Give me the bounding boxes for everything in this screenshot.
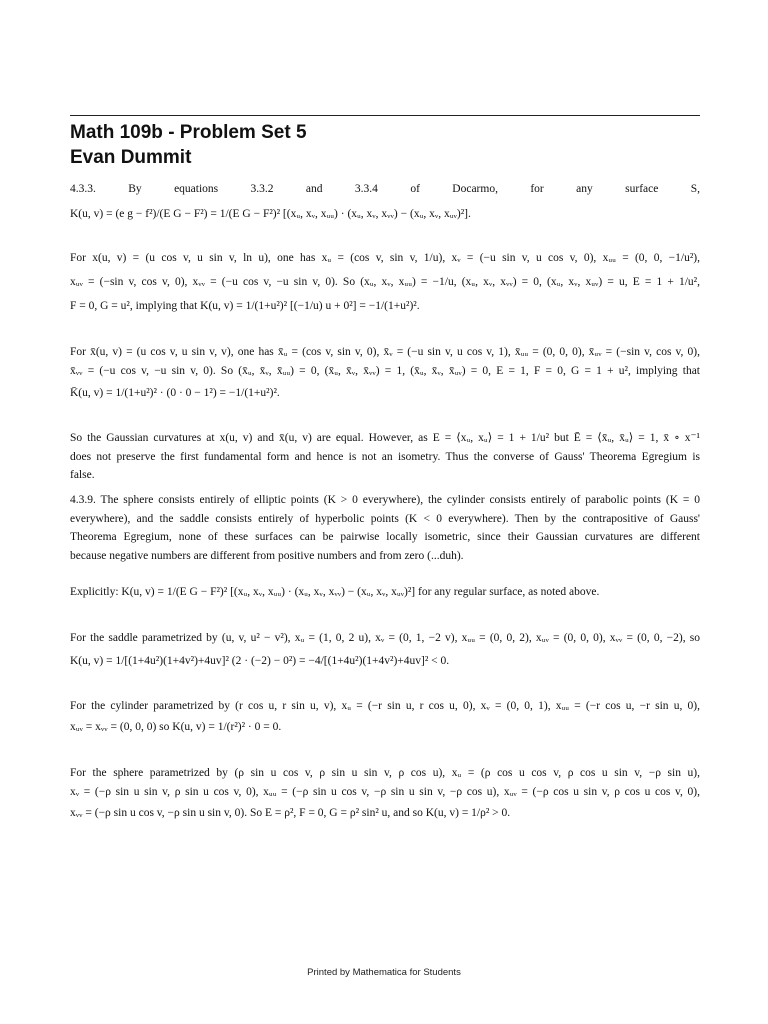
text-line: Explicitly: K(u, v) = 1/(E G − F²)² [(xᵤ, xᵥ, xᵤᵤ) · (xᵤ, xᵥ, xᵥᵥ) − (xᵤ, xᵥ, xᵤᵥ)²] for any regular surface, as noted above. bbox=[70, 586, 600, 598]
header-rule bbox=[70, 115, 700, 116]
text-line: 4.3.3. By equations 3.3.2 and 3.3.4 of Docarmo, for any surface S, bbox=[70, 183, 700, 195]
text-line: because negative numbers are different from positive numbers and from zero (...duh). bbox=[70, 550, 464, 562]
author-name: Evan Dummit bbox=[70, 147, 192, 168]
text-line: xᵥᵥ = (−ρ sin u cos v, −ρ sin u sin v, 0). So E = ρ², F = 0, G = ρ² sin² u, and so K(u, v) = 1/ρ² > 0. bbox=[70, 807, 511, 819]
text-line: xᵤᵥ = (−sin v, cos v, 0), xᵥᵥ = (−u cos v, −u sin v, 0). So (xᵤ, xᵥ, xᵤᵤ) = −1/u, (xᵤ, xᵥ, xᵥᵥ) = 0, (xᵤ, xᵥ, xᵤᵥ) = u, E = 1 + 1/u², bbox=[70, 276, 700, 288]
text-line: xᵤᵥ = xᵥᵥ = (0, 0, 0) so K(u, v) = 1/(r²)² · 0 = 0. bbox=[70, 721, 282, 733]
text-line: F = 0, G = u², implying that K(u, v) = 1/(1+u²)² [(−1/u) u + 0²] = −1/(1+u²)². bbox=[70, 300, 420, 312]
text-line: For the saddle parametrized by (u, v, u² − v²), xᵤ = (1, 0, 2 u), xᵥ = (0, 1, −2 v), xᵤᵤ = (0, 0, 2), xᵤᵥ = (0, 0, 0), xᵥᵥ = (0, 0, −2), so bbox=[70, 632, 700, 644]
text-line: 4.3.9. The sphere consists entirely of elliptic points (K > 0 everywhere), the cylinder consists entirely of parabolic points (K = 0 bbox=[70, 494, 700, 506]
text-line: false. bbox=[70, 469, 95, 481]
text-line: For the sphere parametrized by (ρ sin u cos v, ρ sin u sin v, ρ cos u), xᵤ = (ρ cos u cos v, ρ cos u sin v, −ρ sin u), bbox=[70, 767, 700, 779]
text-line: For x̄(u, v) = (u cos v, u sin v, v), one has x̄ᵤ = (cos v, sin v, 0), x̄ᵥ = (−u sin v, u cos v, 1), x̄ᵤᵤ = (0, 0, 0), x̄ᵤᵥ = (−sin v, cos v, 0), bbox=[70, 346, 700, 358]
text-line: Theorema Egregium, none of these surfaces can be pairwise locally isometric, since their Gaussian curvatures are different bbox=[70, 531, 700, 543]
text-line: K(u, v) = (e g − f²)/(E G − F²) = 1/(E G − F²)² [(xᵤ, xᵥ, xᵤᵤ) · (xᵤ, xᵥ, xᵥᵥ) − (xᵤ, xᵥ, xᵤᵥ)²]. bbox=[70, 208, 471, 220]
text-line: For the cylinder parametrized by (r cos u, r sin u, v), xᵤ = (−r sin u, r cos u, 0), xᵥ = (0, 0, 1), xᵤᵤ = (−r cos u, −r sin u, 0), bbox=[70, 700, 700, 712]
text-line: everywhere), and the saddle consists entirely of hyperbolic points (K < 0 everywhere). Then by the contrapositive of Gauss' bbox=[70, 513, 700, 525]
text-line: xᵥ = (−ρ sin u sin v, ρ sin u cos v, 0), xᵤᵤ = (−ρ sin u cos v, −ρ sin u sin v, −ρ cos u), xᵤᵥ = (−ρ cos u sin v, ρ cos u cos v, 0), bbox=[70, 786, 700, 798]
text-line: So the Gaussian curvatures at x(u, v) and x̄(u, v) are equal. However, as E = ⟨xᵤ, xᵤ⟩ = 1 + 1/u² but Ē = ⟨x̄ᵤ, x̄ᵤ⟩ = 1, x̄ ∘ x⁻¹ bbox=[70, 432, 700, 444]
text-line: x̄ᵥᵥ = (−u cos v, −u sin v, 0). So (x̄ᵤ, x̄ᵥ, x̄ᵤᵤ) = 0, (x̄ᵤ, x̄ᵥ, x̄ᵥᵥ) = 1, (x̄ᵤ, x̄ᵥ, x̄ᵤᵥ) = 0, E = 1, F = 0, G = 1 + u², implying that bbox=[70, 365, 700, 377]
text-line: does not preserve the first fundamental form and hence is not an isometry. Thus the converse of Gauss' Theorema Egregium is bbox=[70, 451, 700, 463]
text-line: For x(u, v) = (u cos v, u sin v, ln u), one has xᵤ = (cos v, sin v, 1/u), xᵥ = (−u sin v, u cos v, 0), xᵤᵤ = (0, 0, −1/u²), bbox=[70, 252, 700, 264]
footer-text: Printed by Mathematica for Students bbox=[307, 967, 461, 978]
text-line: K(u, v) = 1/[(1+4u²)(1+4v²)+4uv]² (2 · (−2) − 0²) = −4/[(1+4u²)(1+4v²)+4uv]² < 0. bbox=[70, 655, 450, 667]
page-title: Math 109b - Problem Set 5 bbox=[70, 122, 307, 143]
text-line: K̄(u, v) = 1/(1+u²)² · (0 · 0 − 1²) = −1/(1+u²)². bbox=[70, 387, 280, 399]
